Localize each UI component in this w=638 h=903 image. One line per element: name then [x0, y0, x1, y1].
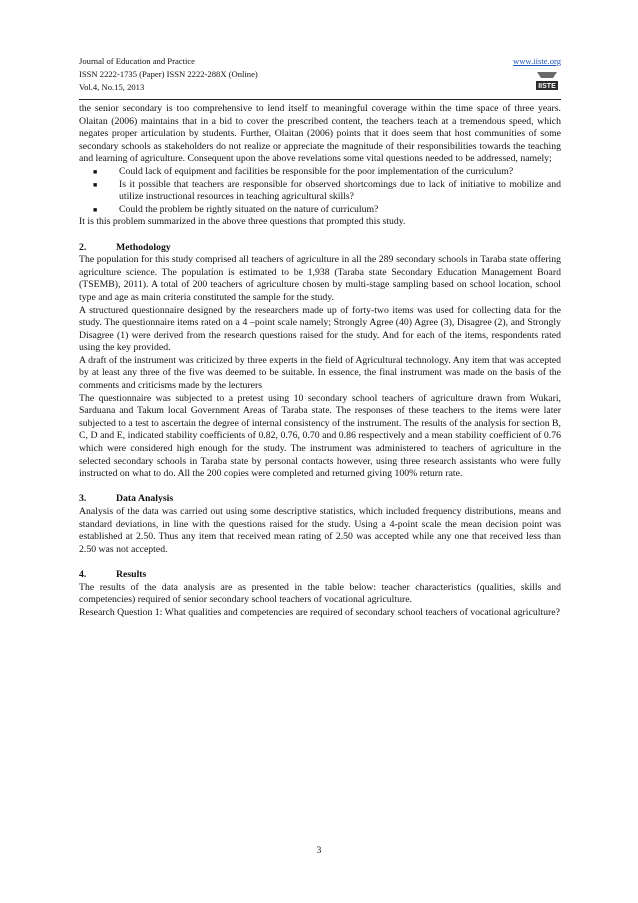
page-number: 3 [316, 846, 322, 856]
bullet-square-icon: ■ [93, 180, 98, 189]
journal-name: Journal of Education and Practice [79, 56, 195, 66]
header-rule [79, 99, 561, 100]
results-paragraph: The results of the data analysis are as presented in the table below: teacher characteristics (qualities, skills and competencies) required of senior secondary school teachers of vocational agriculture. [79, 581, 561, 606]
running-header [79, 55, 561, 94]
journal-url-link[interactable]: www.iiste.org [513, 56, 561, 66]
bullet-square-icon: ■ [93, 167, 98, 176]
methodology-paragraph: A draft of the instrument was criticized by three experts in the field of Agricultural technology. Any item that was accepted by at least any three of the five was deemed to be suitable. In essence, the final instrument was made on the basis of the comments and criticisms made by the lecturers [79, 354, 561, 392]
section-heading-methodology: 2. Methodology [79, 241, 171, 253]
list-item: ■ Could the problem be rightly situated on the nature of curriculum? [93, 203, 379, 215]
section-heading-data-analysis: 3. Data Analysis [79, 493, 174, 505]
logo-lettering: IISTE [538, 83, 556, 91]
problem-summary: It is this problem summarized in the above three questions that prompted this study. [79, 216, 406, 228]
article-body [79, 103, 561, 619]
section-heading-results: 4. Results [79, 568, 147, 580]
methodology-paragraph: A structured questionnaire designed by the researchers made up of forty-two items was used for collecting data for the study. The questionnaire items rated on a 4 –point scale namely; Strongly Agree (40) Agree (3), Disagree (2), and Strongly Disagree (1) were derived from the research questions raised for the study. And for each of the items, respondents rated using the key provided. [79, 304, 561, 354]
methodology-paragraph: The questionnaire was subjected to a pretest using 10 secondary school teachers of agriculture drawn from Wukari, Sarduana and Takum local Government Areas of Taraba state. The responses of these teachers to the items were later subjected to a test to ascertain the degree of internal consistency of the instrument. The results of the analysis for section B, C, D and E, indicated stability coefficients of 0.82, 0.76, 0.70 and 0.86 respectively and a mean stability coefficient of 0.76 which were considered high enough for the study. The instrument was administered to teachers of agriculture in the selected secondary schools in Taraba state by personal contacts however, using three research assistants who were fully instructed on what to do. All the 200 copies were completed and returned giving 100% return rate. [79, 392, 561, 480]
research-question-1: Research Question 1: What qualities and competencies are required of secondary school teachers of vocational agriculture? [79, 606, 560, 618]
list-item: ■ Could lack of equipment and facilities be responsible for the poor implementation of the curriculum? [93, 165, 514, 177]
volume-line: Vol.4, No.15, 2013 [79, 82, 145, 92]
bullet-square-icon: ■ [93, 205, 98, 214]
intro-paragraph: the senior secondary is too comprehensive to lend itself to meaningful coverage within the time space of three years. Olaitan (2006) maintains that in a bid to cover the prescribed content, the teachers teach at a tremendous speed, which negates proper articulation by students. Further, Olaitan (2006) points that it does seem that host communities of some secondary schools as stakeholders do not realize or appreciate the magnitude of their responsibilities towards the teaching and learning of agriculture. Consequent upon the above revelations some vital questions needed to be addressed, namely; [79, 103, 561, 165]
research-questions-list [79, 166, 561, 216]
iiste-logo-icon [533, 69, 561, 93]
issn-line: ISSN 2222-1735 (Paper) ISSN 2222-288X (Online) [79, 69, 258, 79]
methodology-paragraph: The population for this study comprised all teachers of agriculture in all the 289 secondary schools in Taraba state offering agriculture science. The population is estimated to be 1,938 (Taraba state Secondary Education Management Board (TSEMB), 2011). A total of 200 teachers of agriculture chosen by multi-stage sampling based on school location, school type and age as main criteria constituted the sample for the study. [79, 254, 561, 303]
data-analysis-paragraph: Analysis of the data was carried out using some descriptive statistics, which included frequency distributions, means and standard deviations, in line with the questions raised for the study. Using a 4-point scale the mean decision point was established at 2.50. Thus any item that received mean rating of 2.50 was accepted while any one that received less than 2.50 was not accepted. [79, 506, 561, 555]
list-item: ■ Is it possible that teachers are responsible for observed shortcomings due to lack of initiative to mobilize and utilize instructional resources in teaching agricultural skills? [93, 178, 561, 203]
iiste-logo [533, 69, 561, 93]
